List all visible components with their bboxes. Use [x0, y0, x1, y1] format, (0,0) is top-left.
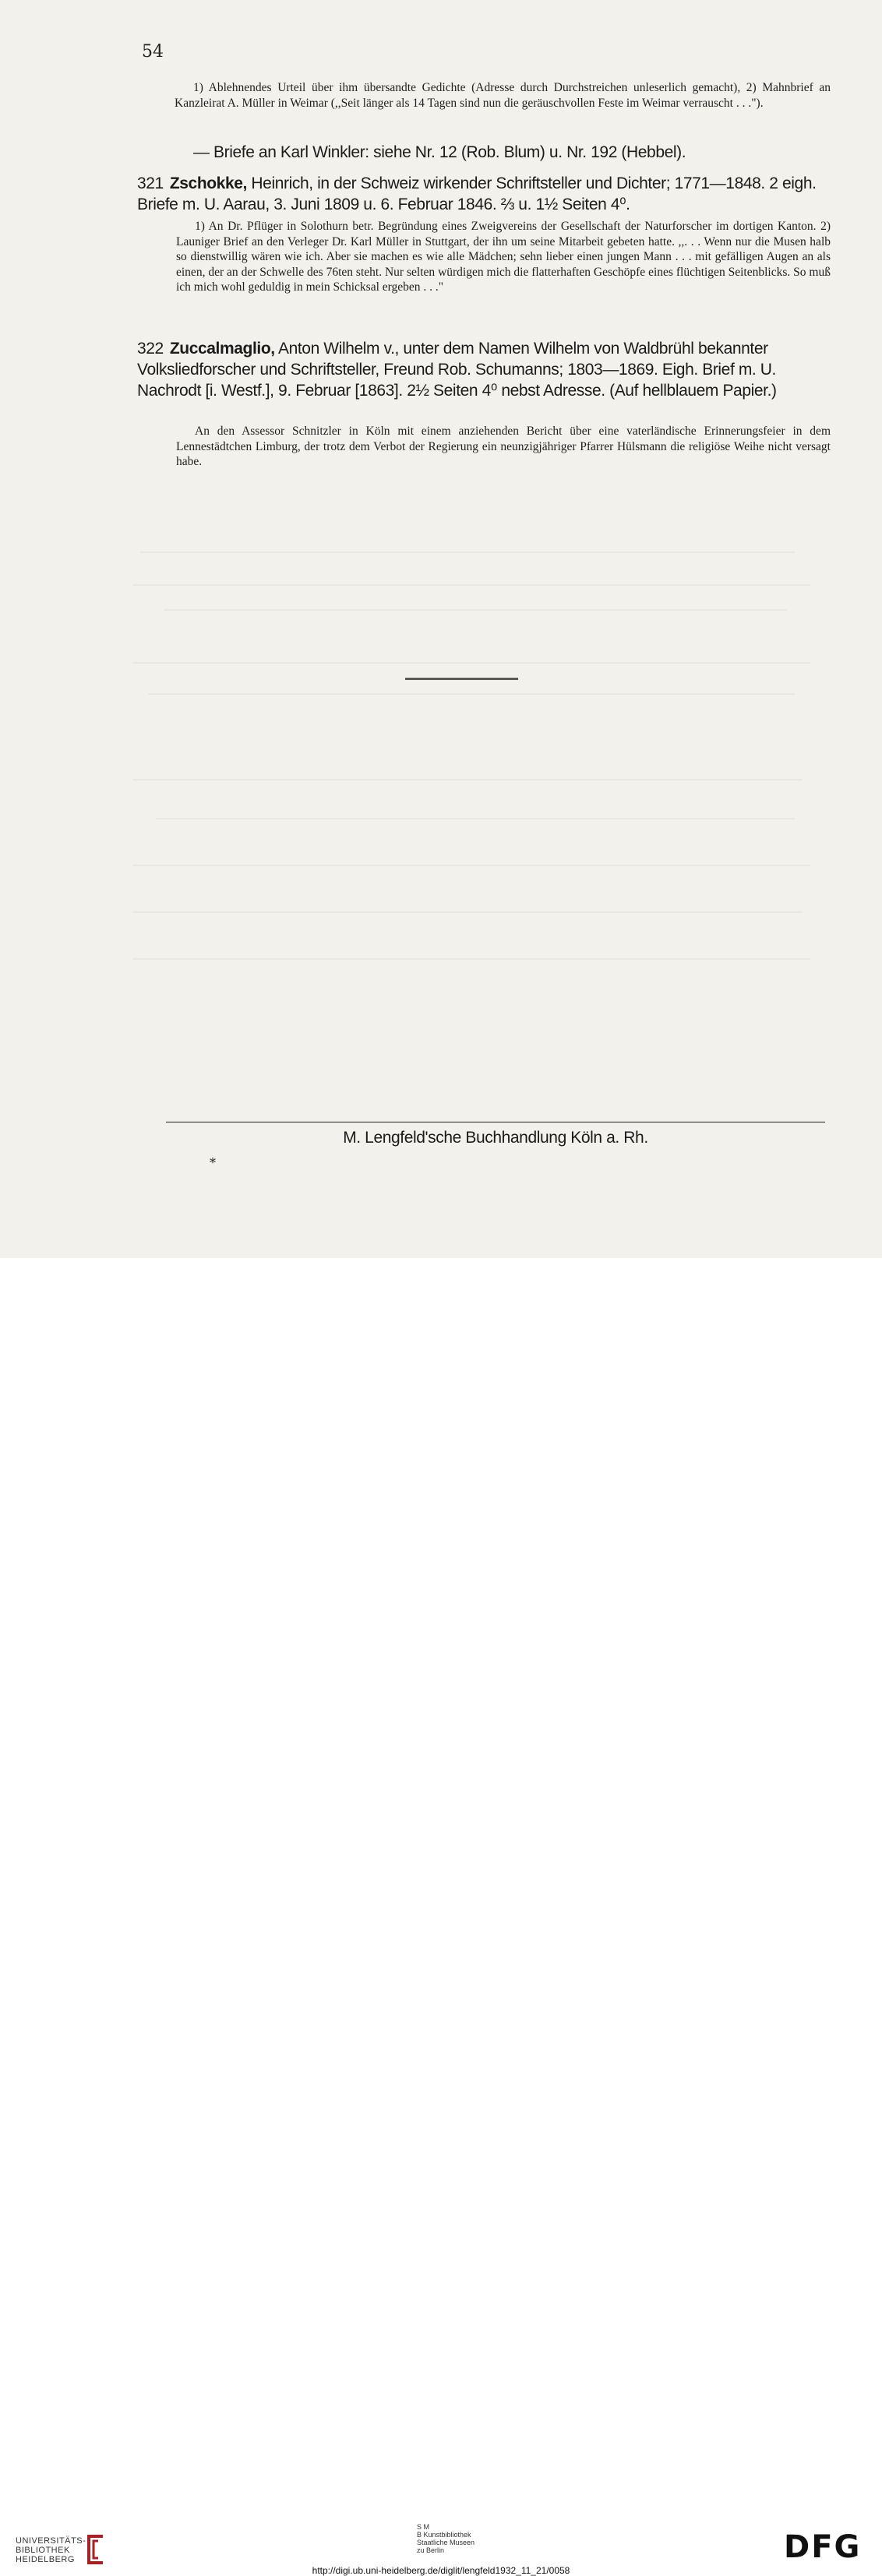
catalog-entry-321 [137, 173, 831, 215]
scanned-page [0, 0, 882, 1258]
entry-322-notes: An den Assessor Schnitzler in Köln mit einem anziehenden Bericht über eine vaterländische Erinnerungsfeier in dem Lennestädtchen Limburg, der trotz dem Verbot der Regierung ein neunzigjähriger Pfarrer Hülsmann die religiöse Weihe nicht versagt habe. [176, 425, 831, 468]
kunstbibliothek-label: S M B Kunstbibliothek Staatliche Museen zu Berlin [417, 2523, 475, 2554]
entry-headword: Zschokke, [169, 174, 247, 192]
publisher-line: M. Lengfeld'sche Buchhandlung Köln a. Rh. [343, 1129, 648, 1147]
entry-number: 321 [137, 174, 164, 192]
cross-reference-winkler: — Briefe an Karl Winkler: siehe Nr. 12 (Rob. Blum) u. Nr. 192 (Hebbel). [193, 143, 686, 161]
viewer-footer [0, 1258, 882, 2576]
asterisk-mark: * [210, 1155, 216, 1170]
entry-number: 322 [137, 340, 164, 358]
dfg-logo: DFG [784, 2529, 862, 2565]
printed-mark [405, 678, 518, 680]
entry-description: Anton Wilhelm v., unter dem Namen Wilhelm von Waldbrühl bekannter Volksliedforscher und Schriftsteller, Freund Rob. Schumanns; 1803—1869. Eigh. Brief m. U. Nachrodt [i. Westf.], 9. Februar [1863]. 2½ Seiten 4⁰ nebst Adresse. (Auf hellblauem Papier.) [137, 340, 777, 400]
university-library-label: UNIVERSITÄTS- BIBLIOTHEK HEIDELBERG [16, 2536, 86, 2564]
entry-headword: Zuccalmaglio, [169, 340, 275, 358]
entry-description: Heinrich, in der Schweiz wirkender Schriftsteller und Dichter; 1771—1848. 2 eigh. Briefe m. U. Aarau, 3. Juni 1809 u. 6. Februar 1846. ⅔ u. 1½ Seiten 4⁰. [137, 174, 817, 213]
entry-321-notes: 1) An Dr. Pflüger in Solothurn betr. Begründung eines Zweigvereins der Gesellschaft der Naturforscher im dortigen Kanton. 2) Launiger Brief an den Verleger Dr. Karl Müller in Stuttgart, der ihn um seine Mitarbeit gebeten hatte. ,,. . . Wenn nur die Musen halb so dienstwillig wären wie ich. Aber sie machen es wie alle Mädchen; sehn lieber einen jungen Mann . . . mit gefälligen Augen an als einen, der an der Schwelle des 76ten steht. Nur selten würdigen mich die flatterhaften Geschöpfe eines flüchtigen Seitenblicks. So muß ich mich wohl geduldig in mein Schicksal ergeben . . ." [176, 220, 831, 294]
source-url-link[interactable]: http://digi.ub.uni-heidelberg.de/diglit/lengfeld1932_11_21/0058 [312, 2565, 570, 2576]
previous-entry-notes: 1) Ablehnendes Urteil über ihm übersandte Gedichte (Adresse durch Durchstreichen unleserlich gemacht), 2) Mahnbrief an Kanzleirat A. Müller in Weimar (,,Seit länger als 14 Tagen sind nun die geräuschvollen Feste im Weimar verrauscht . . ."). [175, 81, 831, 110]
page-number: 54 [142, 42, 164, 62]
catalog-entry-322 [137, 338, 831, 401]
heidelberg-logo-icon [83, 2533, 106, 2566]
bleed-through-texture [132, 537, 818, 974]
